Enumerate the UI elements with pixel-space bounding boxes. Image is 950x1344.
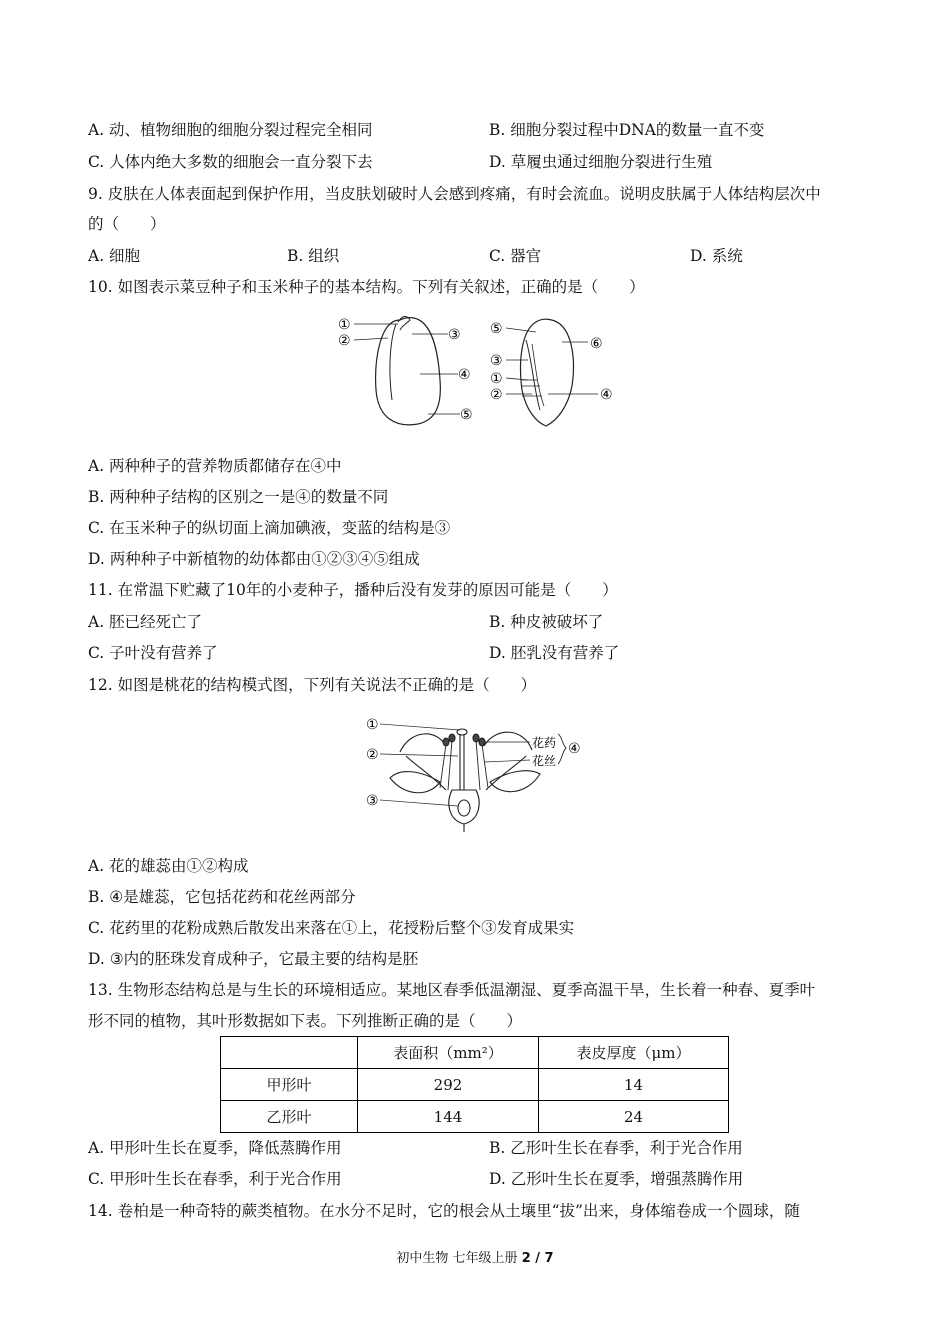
q10-option-a: A. 两种种子的营养物质都储存在④中: [88, 457, 342, 475]
table-header-cell: [221, 1037, 358, 1069]
corn-label-4: ④: [600, 387, 613, 403]
q9-stem-line2: 的（ ）: [88, 215, 166, 233]
flower-label-2: ②: [366, 747, 379, 763]
table-cell: 144: [358, 1101, 539, 1133]
q13-stem-line2: 形不同的植物，其叶形数据如下表。下列推断正确的是（ ）: [88, 1012, 523, 1030]
table-header-row: [221, 1037, 729, 1069]
corn-label-5: ⑤: [490, 321, 503, 337]
q11-stem: 11. 在常温下贮藏了10年的小麦种子，播种后没有发芽的原因可能是（ ）: [88, 581, 618, 599]
q10-option-c: C. 在玉米种子的纵切面上滴加碘液，变蓝的结构是③: [88, 519, 451, 537]
bean-label-1: ①: [338, 317, 351, 333]
q12-stem: 12. 如图是桃花的结构模式图，下列有关说法不正确的是（ ）: [88, 676, 537, 694]
q8-option-a: A. 动、植物细胞的细胞分裂过程完全相同: [88, 121, 373, 139]
q13-stem-line1: 13. 生物形态结构总是与生长的环境相适应。某地区春季低温潮湿、夏季高温干旱，生长着一种春、夏季叶: [88, 981, 816, 999]
flower-label-3: ③: [366, 793, 379, 809]
table-row: [221, 1069, 729, 1101]
table-cell: 14: [539, 1069, 729, 1101]
q13-option-a: A. 甲形叶生长在夏季，降低蒸腾作用: [88, 1139, 342, 1157]
bean-label-4: ④: [458, 367, 471, 383]
q9-option-a: A. 细胞: [88, 247, 141, 265]
bean-label-2: ②: [338, 333, 351, 349]
seed-structure-figure: [336, 310, 626, 435]
bean-label-5: ⑤: [460, 407, 473, 423]
corn-label-6: ⑥: [590, 336, 603, 352]
table-header-cell: 表面积（mm²）: [358, 1037, 539, 1069]
corn-seed-diagram: [506, 319, 598, 426]
table-row: [221, 1101, 729, 1133]
leaf-data-table: [220, 1036, 729, 1133]
flower-label-filament: 花丝: [532, 754, 557, 768]
q9-option-b: B. 组织: [287, 247, 340, 265]
q12-option-c: C. 花药里的花粉成熟后散发出来落在①上，花授粉后整个③发育成果实: [88, 919, 575, 937]
q9-option-d: D. 系统: [690, 247, 743, 265]
bean-label-3: ③: [448, 327, 461, 343]
footer-text: 初中生物 七年级上册: [396, 1251, 522, 1266]
q10-option-d: D. 两种种子中新植物的幼体都由①②③④⑤组成: [88, 550, 420, 568]
page-footer: [0, 1247, 950, 1266]
flower-label-4: ④: [568, 741, 581, 757]
q9-option-c: C. 器官: [489, 247, 542, 265]
q8-option-c: C. 人体内绝大多数的细胞会一直分裂下去: [88, 153, 373, 171]
q12-option-a: A. 花的雄蕊由①②构成: [88, 857, 249, 875]
flower-label-anther: 花药: [532, 736, 557, 750]
corn-label-1: ①: [490, 371, 503, 387]
q8-option-d: D. 草履虫通过细胞分裂进行生殖: [489, 153, 713, 171]
q11-option-d: D. 胚乳没有营养了: [489, 644, 620, 662]
table-header-cell: 表皮厚度（μm）: [539, 1037, 729, 1069]
q11-option-a: A. 胚已经死亡了: [88, 613, 203, 631]
table-cell: 乙形叶: [221, 1101, 358, 1133]
table-cell: 292: [358, 1069, 539, 1101]
q13-option-c: C. 甲形叶生长在春季，利于光合作用: [88, 1170, 342, 1188]
q8-option-b: B. 细胞分裂过程中DNA的数量一直不变: [489, 121, 765, 139]
q9-stem-line1: 9. 皮肤在人体表面起到保护作用，当皮肤划破时人会感到疼痛，有时会流血。说明皮肤属于人体结构层次中: [88, 185, 821, 203]
peach-flower-figure: [360, 712, 600, 832]
corn-label-2: ②: [490, 387, 503, 403]
table-cell: 甲形叶: [221, 1069, 358, 1101]
q14-stem-line1: 14. 卷柏是一种奇特的蕨类植物。在水分不足时，它的根会从土壤里“拔”出来，身体缩卷成一个圆球，随: [88, 1202, 800, 1220]
q12-option-b: B. ④是雄蕊，它包括花药和花丝两部分: [88, 888, 356, 906]
q12-option-d: D. ③内的胚珠发育成种子，它最主要的结构是胚: [88, 950, 419, 968]
flower-label-1: ①: [366, 717, 379, 733]
q13-option-b: B. 乙形叶生长在春季，利于光合作用: [489, 1139, 743, 1157]
q10-option-b: B. 两种种子结构的区别之一是④的数量不同: [88, 488, 389, 506]
page-number: 2 / 7: [521, 1251, 554, 1266]
q11-option-c: C. 子叶没有营养了: [88, 644, 218, 662]
q10-stem: 10. 如图表示菜豆种子和玉米种子的基本结构。下列有关叙述，正确的是（ ）: [88, 278, 645, 296]
corn-label-3: ③: [490, 353, 503, 369]
bean-seed-diagram: [354, 316, 460, 424]
q11-option-b: B. 种皮被破坏了: [489, 613, 604, 631]
table-cell: 24: [539, 1101, 729, 1133]
q13-option-d: D. 乙形叶生长在夏季，增强蒸腾作用: [489, 1170, 744, 1188]
